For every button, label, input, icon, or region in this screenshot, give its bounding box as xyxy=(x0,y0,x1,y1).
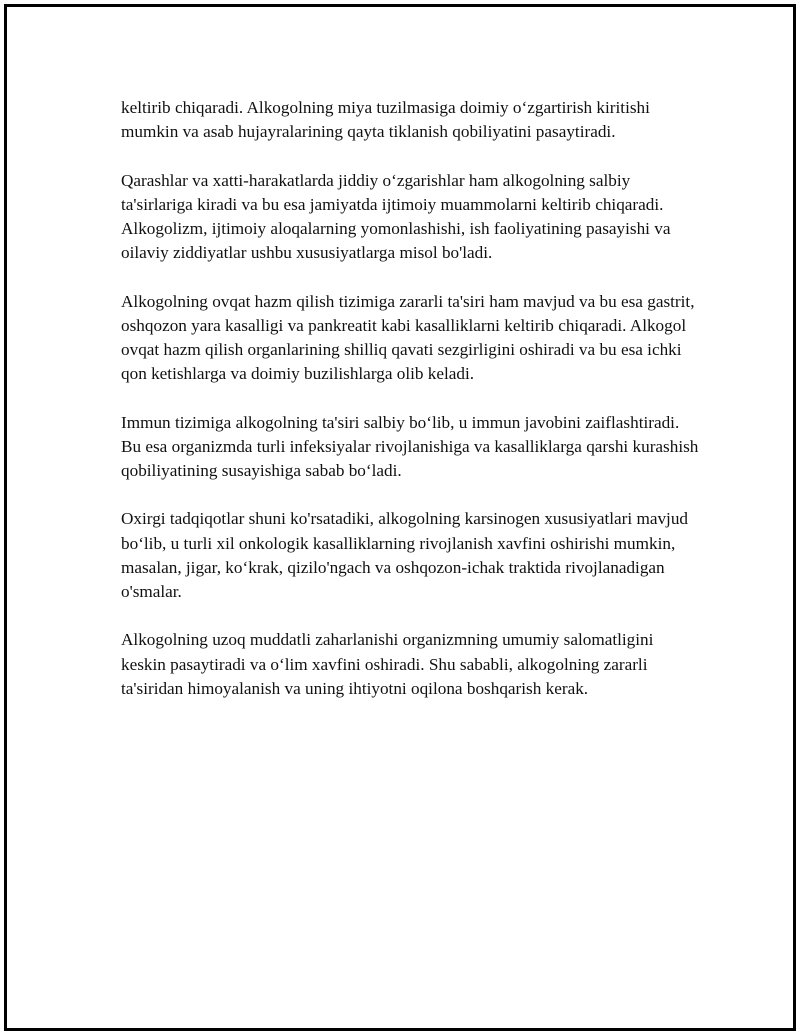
document-page xyxy=(4,4,796,1031)
paragraph-4: Immun tizimiga alkogolning ta'siri salbiy bo‘lib, u immun javobini zaiflashtiradi. Bu esa organizmda turli infeksiyalar rivojlanishiga va kasalliklarga qarshi kurashish qobiliyatining susayishiga sabab bo‘ladi. xyxy=(121,412,699,480)
paragraph-1: keltirib chiqaradi. Alkogolning miya tuzilmasiga doimiy o‘zgartirish kiritishi mumkin va asab hujayralarining qayta tiklanish qobiliyatini pasaytiradi. xyxy=(121,98,650,142)
paragraph-5: Oxirgi tadqiqotlar shuni ko'rsatadiki, alkogolning karsinogen xususiyatlari mavjud bo‘lib, u turli xil onkologik kasalliklarning rivojlanish xavfini oshirishi mumkin, masalan, jigar, ko‘krak, qizilo'ngach va oshqozon-ichak traktida rivojlanadigan o'smalar. xyxy=(121,509,689,601)
paragraph-6: Alkogolning uzoq muddatli zaharlanishi organizmning umumiy salomatligini keskin pasaytiradi va o‘lim xavfini oshiradi. Shu sababli, alkogolning zararli ta'siridan himoyalanish va uning ihtiyotni oqilona boshqarish kerak. xyxy=(121,630,654,698)
document-body xyxy=(121,96,701,725)
paragraph-3: Alkogolning ovqat hazm qilish tizimiga zararli ta'siri ham mavjud va bu esa gastrit, oshqozon yara kasalligi va pankreatit kabi kasalliklarni keltirib chiqaradi. Alkogol ovqat hazm qilish organlarining shilliq qavati sezgirligini oshiradi va bu esa ichki qon ketishlarga va doimiy buzilishlarga olib keladi. xyxy=(121,291,695,384)
paragraph-2: Qarashlar va xatti-harakatlarda jiddiy o‘zgarishlar ham alkogolning salbiy ta'sirlariga kiradi va bu esa jamiyatda ijtimoiy muammolarni keltirib chiqaradi. Alkogolizm, ijtimoiy aloqalarning yomonlashishi, ish faoliyatining pasayishi va oilaviy ziddiyatlar ushbu xususiyatlarga misol bo'ladi. xyxy=(121,170,671,263)
